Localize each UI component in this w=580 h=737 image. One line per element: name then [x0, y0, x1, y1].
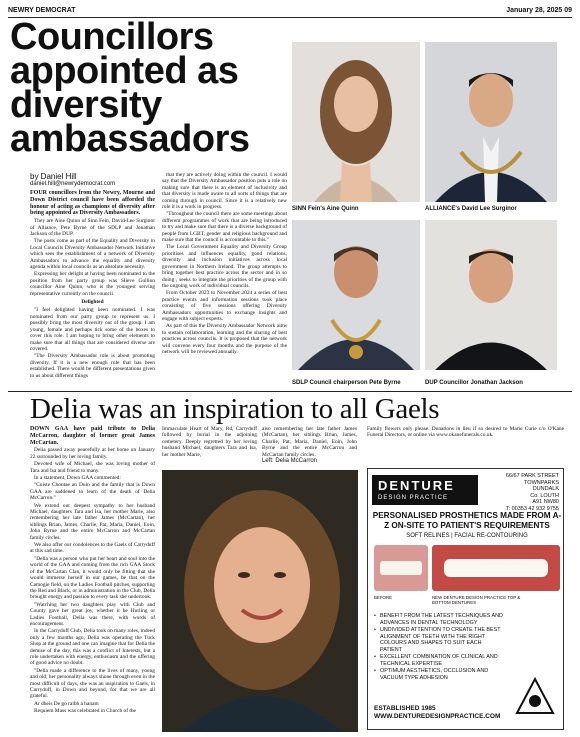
address-phone: T: 00353 42 932 9755 [505, 505, 559, 512]
paragraph: "Watching her two daughters play with Club and County gave her great joy, whether it be Hurling or Ladies Football, Delia was there, with words of encouragement. [30, 601, 155, 627]
issue-date: January 28, 2025 09 [506, 7, 572, 14]
author: by Daniel Hill [30, 172, 77, 181]
photo-david-lee-surginor [425, 42, 557, 202]
paragraph: In the Carryduff Club, Delia took on many roles, indeed only a few months ago, Delia was operating the Tuck Shop at the ground and one can imagine that for Delia the demise of the day, this was a conflict of Interests, but a role undertaken with energy, enthusiasm and the offering of good advice no doubt. [30, 628, 156, 667]
byline [30, 172, 115, 187]
paragraph: In a statement, Down GAA commented: [34, 475, 121, 482]
caption-quinn: SINN Fein's Aine Quinn [292, 206, 359, 212]
paragraph: They are Aine Quinn of Sinn Fein, David-Lee Surginor of Alliance, Pete Byrne of the SDLP and Jonathan Jackson of the DUP. [30, 218, 155, 237]
ad-address [479, 473, 559, 513]
caption-jackson: DUP Councillor Jonathan Jackson [425, 380, 523, 386]
paragraph: From October 2023 to November 2024 a series of best practice events and information sessions took place consisting of five sessions offering Diversity Ambassadors opportunities to exchange insights and engage with subject experts. [162, 290, 287, 322]
story2-col3: also remembering her late father James (McCartan), her siblings Brian, James, Charlie, Pat, Maria, Daniel, Eoin, John Byrne and the entire McCarron and McCartan family circles. [262, 426, 357, 458]
paragraph: "Throughout the council there are some meetings about different programmes of work that are being introduced to try and make sure that there is a diverse background of people from LGBT, gender and religious background and make sure that the council is accountable to this." [162, 211, 287, 244]
triangle-logo-icon [515, 677, 555, 717]
address-line: 66/67 PARK STREET [505, 473, 559, 479]
story2-col4: Family flowers only please. Donations in lieu if so desired to Marie Curie c/o O'Kane Funeral Directors, or online via www.okanefunerals.co.uk. [367, 426, 564, 439]
ad-after-image [432, 545, 560, 591]
ad-logo-subtitle: DESIGN PRACTICE [378, 495, 449, 501]
story2-col2: Immaculate Heart of Mary, Rd, Carryduff followed by burial in the adjoining cemetery. Deeply regretted by her loving husband Michael, daughters Tara and Isa, her mother Marie, [162, 426, 257, 458]
photo-delia-mccarron [162, 470, 358, 732]
paragraph: Expressing her delight at having been nominated to the position from her party group was Slieve Gullion councillor Aine Quinn, who is the youngest serving representative currently on the council. [30, 271, 155, 297]
paragraph: We also offer our condolences to the Gaels of Carryduff at this sad time. [30, 542, 155, 555]
story2-col1 [30, 426, 155, 716]
paragraph: We extend our deepest sympathy to her husband Michael, daughters Tara and Isa, her mother Marie, also remembering her late father James (McCartan), her siblings Brian, James, Charlie, Pat, Maria, Daniel, Eoin, John Byrne and the entire McCarron and McCartan family circles. [30, 502, 155, 541]
paragraph: The posts come as part of the Equality and Diversity in Local Councils Diversity Ambassador Network Initiative which sees the establishment of a network of Diversity Ambassadors to advance the equality and diversity agenda within local councils as an absolute necessity. [30, 238, 155, 271]
photo-aine-quinn [292, 42, 420, 202]
ad-established-year: ESTABLISHED 1985 [374, 705, 436, 712]
ad-before-image [374, 545, 428, 591]
paragraph: Ar dheis De go raibh a hanam [34, 700, 99, 707]
ad-after-label: NEW DENTURE DESIGN PRACTICE TOP & BOTTOM DENTURES [432, 595, 521, 605]
address-line: Co. LOUTH [530, 492, 559, 499]
ad-website: WWW.DENTUREDESIGNPRACTICE.COM [374, 713, 501, 720]
paragraph: "Delia was a person who put her heart and soul into the world of the GAA and coming from the rich GAA Stock of the McCartan Clan, it would only be fitting that she would immerse herself in our games, be that on the Camogie field, on the Ladies Football pitches, supporting the Red and Black, or in administration in the Club, Delia brought energy and passion to every task she undertook. [30, 555, 155, 601]
list-item: • UNDIVIDED ATTENTION TO CREATE THE BEST ALIGNMENT OF TEETH WITH THE RIGHT COLOURS AND SHAPES TO SUIT EACH PATIENT [374, 627, 504, 653]
ad-logo-title: DENTURE [378, 478, 455, 493]
paragraph: "Delia made a difference to the lives of many, young and old, her personality always shone through even in the most difficult of days, she was an inspiration to Gaels, in Carryduff, in Down and beyond, for that we are all grateful. [30, 667, 155, 700]
paragraph: The Local Government Equality and Diversity Group prioritises and influences equality, good relations, diversity and inclusion initiatives across local government in Northern Ireland. The group attempts to bring together best practice across the sector and in so doing , seeks to integrate the priorities of the group with the ongoing work of individual councils. [162, 244, 287, 289]
ad-benefits-list [374, 613, 504, 682]
subheading: Delighted [81, 299, 104, 306]
photo-pete-byrne [292, 220, 420, 370]
ad-before-label: BEFORE [374, 595, 393, 600]
list-item: • OPTIMUM AESTHETICS, OCCLUSION AND VACUUM TYPE ADHESION [374, 668, 504, 681]
paragraph: "Coiste Chontae an Duin and the family that is Down GAA are saddened to learn of the death of Delia McCarron." [30, 482, 155, 502]
section-divider [8, 391, 572, 392]
story1-col1 [30, 190, 155, 380]
paragraph: "I feel delighted having been nominated. I was nominated from our party group to represent us. I possibly bring the most diversity out of the group. I am young, female and perhaps tick some of the boxes to cover this role. I am hoping to bring other elements to make sure that all things that are considered diverse are covered. [30, 307, 155, 352]
photo-jonathan-jackson [425, 220, 557, 370]
list-item: • BENEFIT FROM THE LATEST TECHNIQUES AND ADVANCES IN DENTAL TECHNOLOGY [374, 613, 504, 626]
photo-caption-delia: Left: Delia McCarron [262, 458, 318, 464]
ad-established [374, 705, 500, 721]
ad-logo [372, 475, 478, 505]
story1-headline: Councillors appointed as diversity ambassadors [10, 16, 250, 160]
paragraph: "The Diversity Ambassador role is about promoting diversity. If it is a new enough role that has been established. There would be different presentations given to us about different things [30, 353, 155, 379]
story1-col2 [162, 172, 287, 356]
paragraph: As part of this the Diversity Ambassador Network aims to sustain collaboration, learning and the sharing of best practices across councils. It is proposed that the network will convene every four months and the purpose of the network will be reviewed annually. [162, 323, 287, 355]
list-item: • EXCELLENT COMBINATION OF CLINICAL AND TECHNICAL EXPERTISE [374, 654, 504, 667]
paragraph: Requiem Mass was celebrated in Church of the [34, 708, 136, 715]
ad-services: SOFT RELINES | FACIAL RE-CONTOURING [406, 533, 528, 539]
ad-headline: PERSONALISED PROSTHETICS MADE FROM A-Z ON-SITE TO PATIENT'S REQUIREMENTS [372, 511, 562, 530]
address-line: DUNDALK [532, 486, 559, 493]
address-line: TOWNPARKS [524, 479, 559, 486]
story2-lead: DOWN GAA have paid tribute to Delia McCarron, daughter of former great James McCartan. [30, 426, 155, 446]
denture-advert [367, 468, 564, 730]
story1-lead: FOUR councillors from the Newry, Mourne and Down District council have been afforded the honour of acting as champions of diversity after being appointed as Diversity Ambassadors. [30, 190, 155, 217]
paragraph: Devoted wife of Michael, she was loving mother of Tara and Isa and friend to many. [30, 461, 155, 474]
paragraph: that they are actively doing within the council. I would say that the Diversity Ambassador position puts a role on making sure that there is an element of inclusivity and that diversity is made aware to all sorts of things that are coming through in council. Since it is a relatively new role it is a work in progress. [162, 172, 287, 211]
address-line: A91 NW80 [532, 499, 559, 506]
paper-name: NEWRY DEMOCRAT [8, 7, 76, 14]
paragraph: Delia passed away peacefully at her home on January 22 surrounded by her loving family. [30, 447, 155, 460]
story2-headline: Delia was an inspiration to all Gaels [30, 393, 440, 425]
author-email: daniel.hill@newrydemocrat.com [30, 181, 116, 187]
caption-surginor: ALLIANCE's David Lee Surginor [425, 206, 517, 212]
caption-byrne: SDLP Council chairperson Pete Byrne [292, 380, 401, 386]
